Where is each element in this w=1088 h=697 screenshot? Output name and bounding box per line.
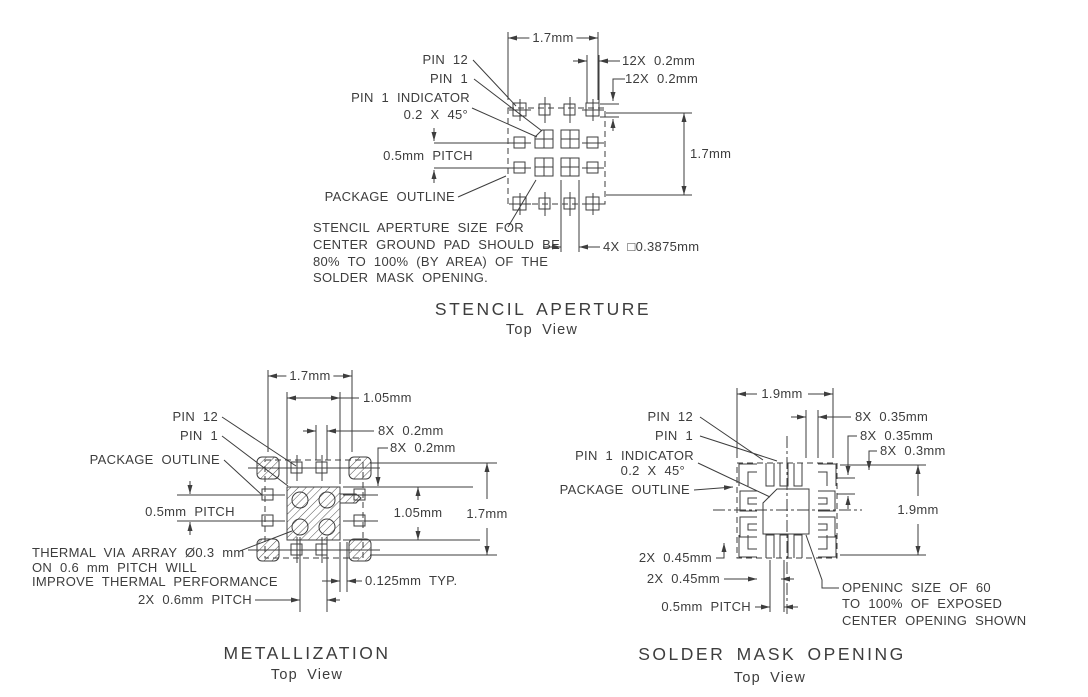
stencil-pad-height-dim: 12X 0.2mm <box>625 71 699 86</box>
stencil-pin1-indicator-label: PIN 1 INDICATOR <box>351 90 470 105</box>
solder-mask-pad-dim-3: 8X 0.3mm <box>880 443 946 458</box>
solder-mask-corner-dim-2: 2X 0.45mm <box>646 571 720 586</box>
metallization-pin1-label: PIN 1 <box>179 428 218 443</box>
metallization-height-dim: 1.7mm <box>466 506 508 521</box>
stencil-pin1-indicator-value: 0.2 X 45° <box>403 107 468 122</box>
solder-mask-width-dim: 1.9mm <box>758 386 805 402</box>
stencil-width-dim: 1.7mm <box>529 30 576 46</box>
metallization-note-line: THERMAL VIA ARRAY Ø0.3 mm <box>32 545 245 560</box>
solder-mask-pin12-label: PIN 12 <box>647 409 693 424</box>
metallization-center-pad <box>287 487 340 540</box>
solder-mask-pin1-indicator-value: 0.2 X 45° <box>620 463 685 478</box>
metallization-note-line: ON 0.6 mm PITCH WILL <box>32 560 198 575</box>
solder-mask-pitch-label: 0.5mm PITCH <box>661 599 751 614</box>
stencil-height-dim: 1.7mm <box>690 146 732 161</box>
metallization-via-pitch-dim: 2X 0.6mm PITCH <box>137 592 252 607</box>
stencil-note-line: 80% TO 100% (BY AREA) OF THE <box>313 254 549 269</box>
solder-mask-note-line: TO 100% OF EXPOSED <box>842 596 1003 611</box>
solder-mask-corner-dim-1: 2X 0.45mm <box>638 550 712 565</box>
metallization-pin12-label: PIN 12 <box>172 409 218 424</box>
solder-mask-title: SOLDER MASK OPENING <box>638 644 906 664</box>
solder-mask-pin1-indicator-label: PIN 1 INDICATOR <box>575 448 694 463</box>
stencil-package-outline-label: PACKAGE OUTLINE <box>324 189 455 204</box>
metallization-package-outline-label: PACKAGE OUTLINE <box>89 452 220 467</box>
solder-mask-center-opening <box>763 489 809 534</box>
solder-mask-height-dim: 1.9mm <box>894 502 941 518</box>
solder-mask-subtitle: Top View <box>733 670 807 686</box>
metallization-center-width-dim: 1.05mm <box>363 390 412 405</box>
metallization-subtitle: Top View <box>270 667 344 683</box>
metallization-pad-width-dim: 8X 0.2mm <box>378 423 444 438</box>
stencil-note-line: CENTER GROUND PAD SHOULD BE <box>313 237 561 252</box>
solder-mask-package-outline-label: PACKAGE OUTLINE <box>559 482 690 497</box>
metallization-center-height-dim: 1.05mm <box>393 505 443 520</box>
metallization-title: METALLIZATION <box>223 643 391 663</box>
metallization-pad-height-dim: 8X 0.2mm <box>390 440 456 455</box>
metallization-gap-dim: 0.125mm TYP. <box>365 573 458 588</box>
stencil-subtitle: Top View <box>505 322 579 338</box>
solder-mask-pin1-label: PIN 1 <box>654 428 693 443</box>
solder-mask-note-line: CENTER OPENING SHOWN <box>842 613 1027 628</box>
solder-mask-pad-dim-1: 8X 0.35mm <box>855 409 929 424</box>
metallization-note-line: IMPROVE THERMAL PERFORMANCE <box>32 574 278 589</box>
stencil-pin12-label: PIN 12 <box>422 52 468 67</box>
stencil-package-outline <box>508 108 605 204</box>
stencil-title: STENCIL APERTURE <box>434 299 652 319</box>
stencil-note-line: SOLDER MASK OPENING. <box>313 270 489 285</box>
stencil-pitch-label: 0.5mm PITCH <box>383 148 473 163</box>
metallization-width-dim: 1.7mm <box>286 368 333 384</box>
metallization-pitch-label: 0.5mm PITCH <box>145 504 235 519</box>
stencil-pad-width-dim: 12X 0.2mm <box>622 53 696 68</box>
stencil-note-line: STENCIL APERTURE SIZE FOR <box>313 220 524 235</box>
solder-mask-pad-dim-2: 8X 0.35mm <box>860 428 934 443</box>
stencil-center-dim: 4X □0.3875mm <box>603 239 700 254</box>
stencil-pin1-label: PIN 1 <box>429 71 468 86</box>
solder-mask-note-line: OPENINC SIZE OF 60 <box>842 580 991 595</box>
